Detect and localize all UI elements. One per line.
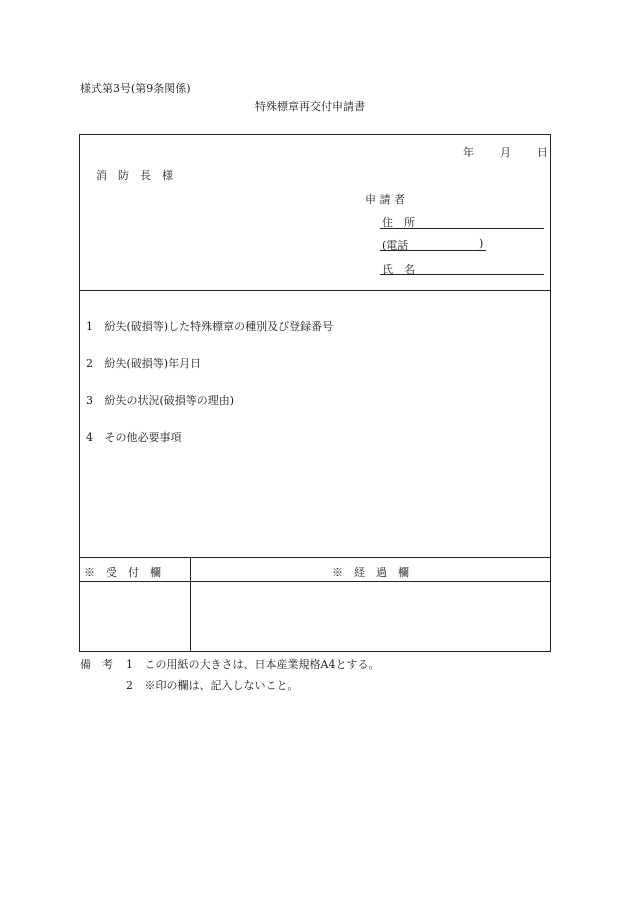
item-text: その他必要事項 bbox=[104, 431, 182, 444]
item-number: 2 bbox=[86, 357, 93, 370]
note-number: 1 bbox=[126, 658, 133, 671]
name-field[interactable] bbox=[380, 274, 544, 275]
progress-cell bbox=[191, 582, 550, 651]
form-number: 様式第3号(第9条関係) bbox=[80, 82, 191, 95]
item-text: 紛失の状況(破損等の理由) bbox=[104, 394, 235, 407]
note-text: この用紙の大きさは、日本産業規格A4とする。 bbox=[144, 658, 380, 671]
note-1 bbox=[126, 656, 379, 672]
section-divider-2 bbox=[79, 557, 551, 558]
item-text: 紛失(破損等)年月日 bbox=[104, 357, 202, 370]
item-number: 1 bbox=[86, 320, 93, 333]
item-number: 3 bbox=[86, 394, 93, 407]
notes-label: 備 考 bbox=[80, 658, 113, 671]
item-1 bbox=[86, 318, 333, 334]
addressee: 消 防 長 様 bbox=[96, 169, 173, 182]
item-number: 4 bbox=[86, 431, 93, 444]
applicant-label: 申 請 者 bbox=[365, 193, 405, 206]
phone-field[interactable] bbox=[380, 250, 486, 251]
date-month-label: 月 bbox=[500, 146, 511, 159]
note-2 bbox=[126, 677, 299, 693]
phone-label: (電話 bbox=[382, 239, 409, 252]
form-title: 特殊標章再交付申請書 bbox=[255, 100, 365, 113]
item-4 bbox=[86, 429, 182, 445]
reception-header: ※ 受 付 欄 bbox=[84, 566, 161, 579]
date-day-label: 日 bbox=[537, 146, 548, 159]
item-3 bbox=[86, 392, 234, 408]
note-number: 2 bbox=[126, 679, 133, 692]
item-text: 紛失(破損等)した特殊標章の種別及び登録番号 bbox=[104, 320, 334, 333]
date-year-label: 年 bbox=[463, 146, 474, 159]
address-field[interactable] bbox=[380, 228, 544, 229]
note-text: ※印の欄は、記入しないこと。 bbox=[144, 679, 299, 692]
item-2 bbox=[86, 355, 201, 371]
phone-close: ) bbox=[479, 237, 484, 250]
reception-cell bbox=[80, 582, 190, 651]
address-label: 住 所 bbox=[382, 216, 415, 229]
name-label: 氏 名 bbox=[382, 263, 415, 276]
section-divider-1 bbox=[79, 290, 551, 291]
progress-header: ※ 経 過 欄 bbox=[332, 566, 409, 579]
